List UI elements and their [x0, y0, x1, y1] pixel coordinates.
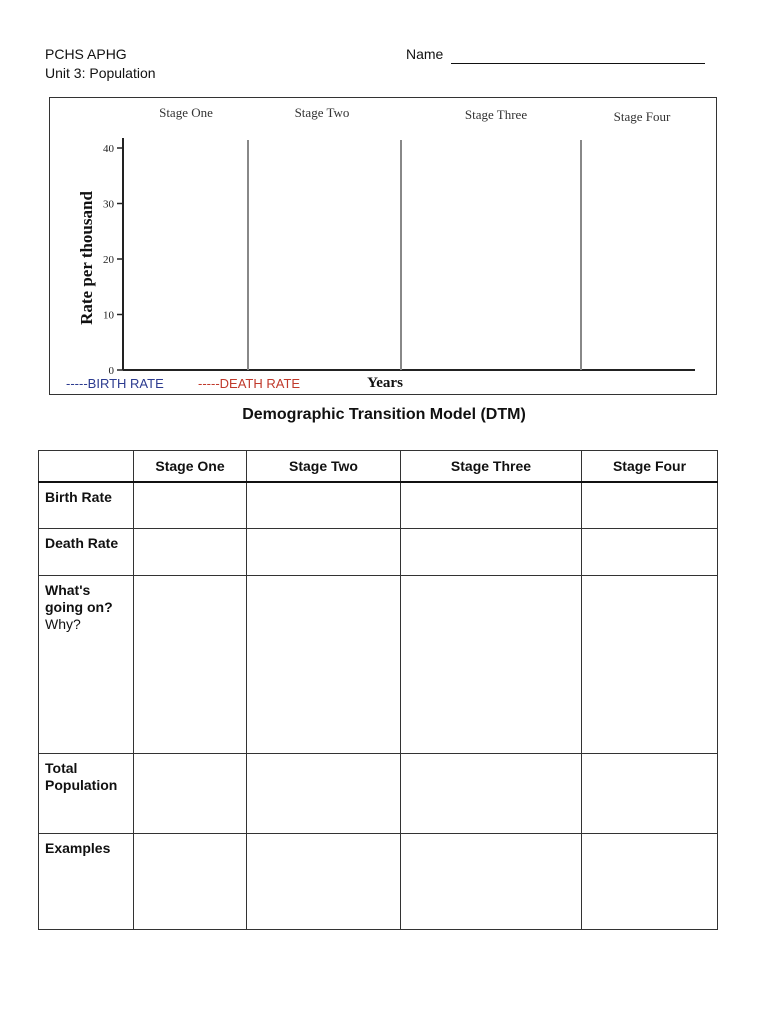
row-header-label: Examples	[45, 840, 111, 856]
answer-cell[interactable]	[582, 529, 718, 576]
answer-cell[interactable]	[401, 529, 582, 576]
answer-cell[interactable]	[582, 482, 718, 529]
table-row	[39, 576, 718, 754]
name-label: Name	[406, 46, 444, 62]
y-tick-label: 10	[103, 309, 114, 322]
answer-cell[interactable]	[247, 576, 401, 754]
answer-cell[interactable]	[582, 754, 718, 834]
row-header	[39, 529, 134, 576]
table-row	[39, 529, 718, 576]
name-field	[406, 45, 705, 64]
legend-death-rate	[198, 376, 300, 391]
stage-label: Stage Two	[294, 105, 350, 120]
x-axis-label: Years	[367, 375, 403, 391]
document-header	[45, 45, 156, 83]
legend-birth-text: BIRTH RATE	[87, 376, 164, 391]
answer-cell[interactable]	[401, 482, 582, 529]
course-title: PCHS APHG	[45, 46, 127, 62]
row-header-label: Birth Rate	[45, 488, 112, 505]
answer-cell[interactable]	[134, 482, 247, 529]
stage-label: Stage One	[159, 105, 213, 120]
y-tick-label: 0	[108, 365, 114, 377]
legend-birth-dashes: -----	[66, 376, 88, 391]
y-ticks	[103, 143, 123, 377]
answer-cell[interactable]	[247, 834, 401, 930]
stage-label: Stage Three	[464, 107, 528, 122]
unit-title: Unit 3: Population	[45, 65, 156, 81]
answer-cell[interactable]	[247, 754, 401, 834]
table-header-row	[39, 451, 718, 482]
row-header	[39, 482, 134, 529]
header-cell: Stage Four	[582, 451, 718, 482]
header-cell: Stage Two	[247, 451, 401, 482]
answer-cell[interactable]	[247, 482, 401, 529]
header-cell: Stage One	[134, 451, 247, 482]
answer-cell[interactable]	[401, 754, 582, 834]
answer-cell[interactable]	[134, 529, 247, 576]
answer-cell[interactable]	[247, 529, 401, 576]
table-row	[39, 754, 718, 834]
legend-death-text: DEATH RATE	[219, 376, 301, 391]
table-row	[39, 834, 718, 930]
row-header-label: Total Population	[45, 760, 118, 793]
row-header-label: Death Rate	[45, 535, 119, 551]
table-row	[39, 482, 718, 529]
y-tick-label: 20	[103, 254, 114, 266]
row-header	[39, 754, 134, 834]
answer-cell[interactable]	[582, 576, 718, 754]
legend-death-dashes: -----	[198, 376, 220, 391]
row-header	[39, 834, 134, 930]
row-header	[39, 576, 134, 754]
header-cell	[39, 451, 134, 482]
dtm-chart-svg	[50, 98, 718, 396]
answer-cell[interactable]	[134, 576, 247, 754]
dtm-table	[38, 450, 718, 930]
y-tick-label: 40	[103, 143, 114, 155]
answer-cell[interactable]	[134, 834, 247, 930]
stage-label: Stage Four	[613, 109, 671, 124]
answer-cell[interactable]	[582, 834, 718, 930]
answer-cell[interactable]	[134, 754, 247, 834]
answer-cell[interactable]	[401, 834, 582, 930]
header-cell: Stage Three	[401, 451, 582, 482]
row-header-sublabel: Why?	[45, 616, 81, 632]
name-blank-line[interactable]	[451, 49, 705, 64]
dtm-chart	[49, 97, 717, 395]
legend-birth-rate	[66, 376, 164, 391]
page-title: Demographic Transition Model (DTM)	[242, 406, 526, 423]
answer-cell[interactable]	[401, 576, 582, 754]
row-header-label: What's going on?	[45, 582, 113, 615]
y-axis-label: Rate per thousand	[77, 191, 96, 325]
y-tick-label: 30	[103, 198, 114, 211]
